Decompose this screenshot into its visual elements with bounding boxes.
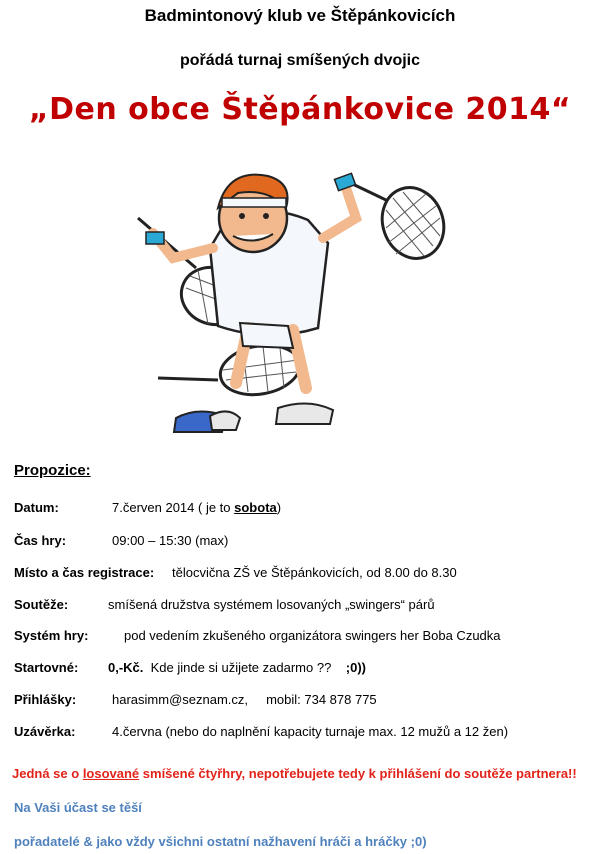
system-label: Systém hry: xyxy=(14,628,89,643)
uzaverka-value: 4.června (nebo do naplnění kapacity turnaje max. 12 mužů a 12 žen) xyxy=(112,724,509,739)
startovne-price: 0,-Kč. xyxy=(108,660,144,675)
cas-hry-label: Čas hry: xyxy=(14,533,67,548)
cas-hry-value: 09:00 – 15:30 (max) xyxy=(112,533,229,548)
contact-mobile: mobil: 734 878 775 xyxy=(266,692,377,707)
datum-value: 7.červen 2014 ( je to sobota) xyxy=(112,500,282,515)
badminton-player-icon xyxy=(118,148,468,448)
footer-greeting: Na Vaši účast se těší xyxy=(14,800,142,815)
misto-label: Místo a čas registrace: xyxy=(14,565,155,580)
footer-signature: pořadatelé & jako vždy všichni ostatní nažhavení hráči a hráčky ;0) xyxy=(14,834,427,849)
partner-notice: Jedná se o losované smíšené čtyřhry, nepotřebujete tedy k přihlášení do soutěže partnera!! xyxy=(12,766,577,781)
startovne-label: Startovné: xyxy=(14,660,79,675)
misto-value: tělocvična ZŠ ve Štěpánkovicích, od 8.00 do 8.30 xyxy=(172,565,457,580)
startovne-value: 0,-Kč. Kde jinde si užijete zadarmo ?? ;0)) xyxy=(108,660,366,675)
propozice-heading: Propozice: xyxy=(14,462,91,479)
souteze-label: Soutěže: xyxy=(14,597,69,612)
contact-email[interactable]: harasimm@seznam.cz, xyxy=(112,692,249,707)
datum-label: Datum: xyxy=(14,500,59,515)
system-value: pod vedením zkušeného organizátora swingers her Boba Czudka xyxy=(124,628,501,643)
uzaverka-label: Uzávěrka: xyxy=(14,724,76,739)
prihlasky-value xyxy=(112,692,377,707)
datum-weekday: sobota xyxy=(234,500,277,515)
event-title: „Den obce Štěpánkovice 2014“ xyxy=(28,92,572,127)
event-subtitle: pořádá turnaj smíšených dvojic xyxy=(179,52,421,69)
souteze-value: smíšená družstva systémem losovaných „swingers“ párů xyxy=(108,597,435,612)
club-name: Badmintonový klub ve Štěpánkovicích xyxy=(144,6,456,25)
prihlasky-label: Přihlášky: xyxy=(14,692,77,707)
